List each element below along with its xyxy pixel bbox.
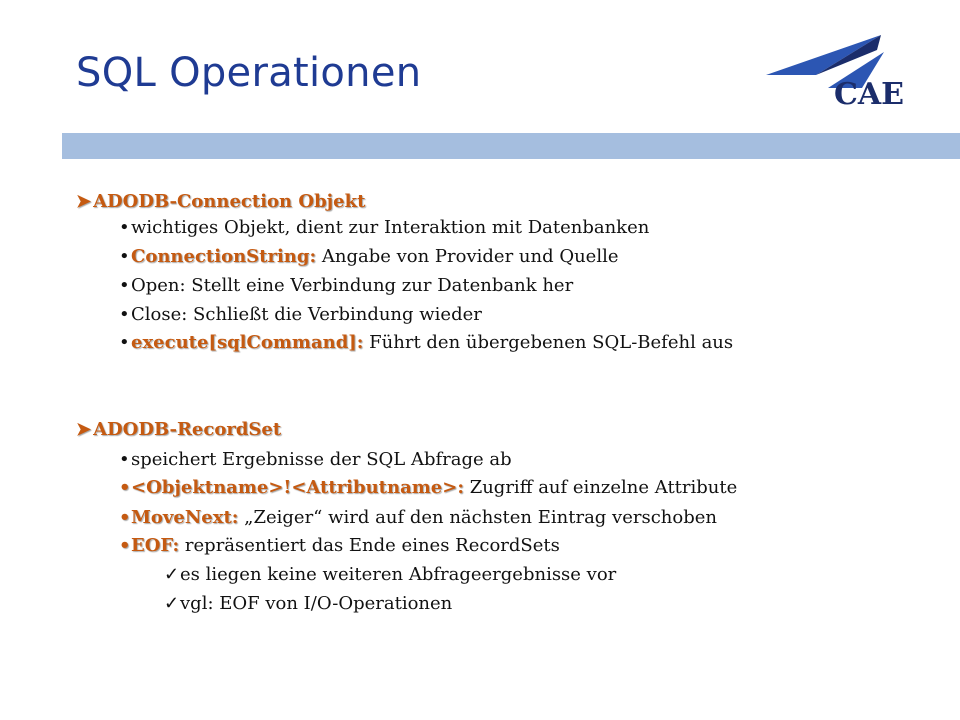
list-item: •wichtiges Objekt, dient zur Interaktion mit Datenbanken bbox=[119, 217, 650, 238]
list-item: •EOF: repräsentiert das Ende eines RecordSets bbox=[119, 535, 560, 556]
check-icon: ✓ bbox=[164, 593, 180, 614]
arrow-head-icon: ➤ bbox=[76, 191, 92, 212]
slide-title: SQL Operationen bbox=[76, 50, 422, 96]
list-item: •MoveNext: „Zeiger“ wird auf den nächsten Eintrag verschoben bbox=[119, 507, 717, 528]
section-heading-recordset: ➤ ADODB-RecordSet bbox=[76, 419, 282, 440]
logo-text: CAE bbox=[834, 77, 905, 112]
section-heading-connection: ➤ ADODB-Connection Objekt bbox=[76, 191, 366, 212]
check-icon: ✓ bbox=[164, 564, 180, 585]
list-item: •ConnectionString: Angabe von Provider und Quelle bbox=[119, 246, 619, 267]
bullet-icon: • bbox=[119, 217, 130, 238]
bullet-icon: • bbox=[119, 332, 130, 353]
bullet-icon: • bbox=[119, 275, 130, 296]
list-item: •execute[sqlCommand]: Führt den übergebenen SQL-Befehl aus bbox=[119, 332, 734, 353]
bullet-icon: • bbox=[119, 304, 130, 325]
bullet-icon: • bbox=[119, 477, 131, 498]
sub-list-item: ✓es liegen keine weiteren Abfrageergebnisse vor bbox=[164, 564, 617, 585]
bullet-icon: • bbox=[119, 535, 131, 556]
bullet-icon: • bbox=[119, 449, 130, 470]
list-item: •speichert Ergebnisse der SQL Abfrage ab bbox=[119, 449, 512, 470]
bullet-icon: • bbox=[119, 507, 131, 528]
list-item: •Close: Schließt die Verbindung wieder bbox=[119, 304, 482, 325]
bullet-icon: • bbox=[119, 246, 130, 267]
arrow-head-icon: ➤ bbox=[76, 419, 92, 440]
sub-list-item: ✓vgl: EOF von I/O-Operationen bbox=[164, 593, 453, 614]
list-item: •Open: Stellt eine Verbindung zur Datenbank her bbox=[119, 275, 574, 296]
list-item: •<Objektname>!<Attributname>: Zugriff auf einzelne Attribute bbox=[119, 477, 738, 498]
